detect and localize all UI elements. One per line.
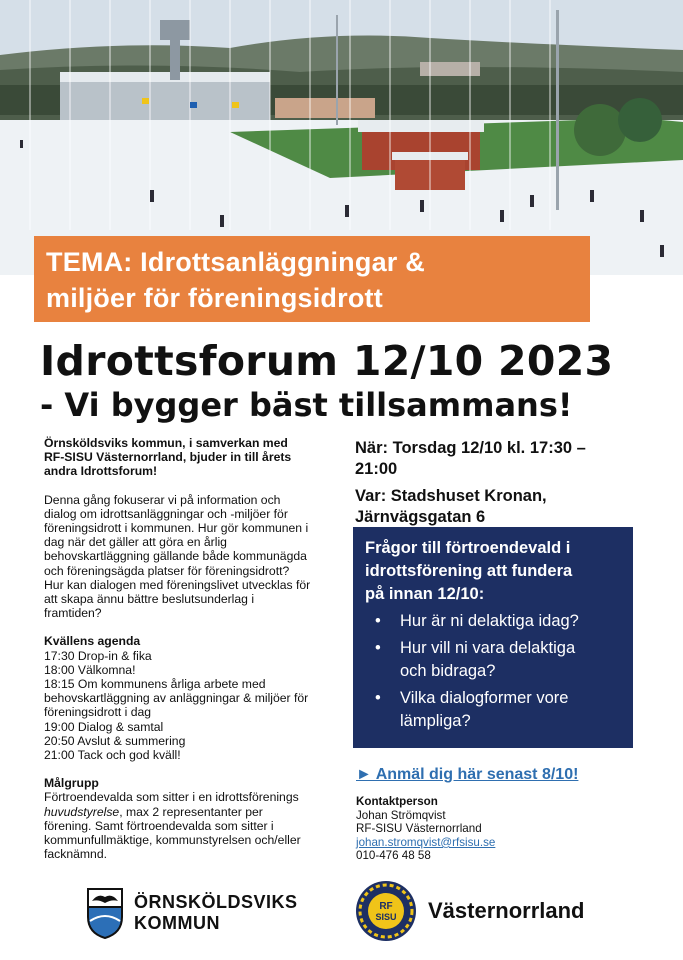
agenda-item: 20:50 Avslut & summering	[44, 733, 186, 748]
questions-heading-line: Frågor till förtroendevald i	[365, 539, 571, 557]
theme-banner	[34, 236, 590, 322]
agenda-item: 19:00 Dialog & samtal	[44, 719, 164, 734]
contact-org: RF-SISU Västernorrland	[356, 822, 482, 836]
event-subtitle: - Vi bygger bäst tillsammans!	[40, 386, 573, 424]
ornskoldsvik-logo	[86, 886, 298, 940]
questions-list	[365, 610, 619, 733]
body-paragraph	[44, 493, 344, 621]
theme-line-2: miljöer för föreningsidrott	[46, 283, 383, 313]
body-line: dialog om idrottsanläggningar och -miljöer för	[44, 506, 288, 521]
intro-paragraph	[44, 436, 344, 479]
question-text: Hur är ni delaktiga idag?	[400, 612, 579, 630]
contact-email-link[interactable]: johan.stromqvist@rfsisu.se	[356, 835, 496, 849]
rf-badge-text-1: RF	[379, 901, 393, 912]
bullet-icon: •	[375, 689, 381, 707]
agenda-item: föreningsidrott i dag	[44, 705, 152, 720]
intro-line: RF-SISU Västernorrland, bjuder in till årets	[44, 450, 292, 465]
ski-stadium-illustration	[0, 0, 683, 275]
contact-phone: 010-476 48 58	[356, 849, 431, 863]
agenda-item: 17:30 Drop-in & fika	[44, 648, 152, 663]
bullet-icon: •	[375, 639, 381, 657]
left-column	[44, 436, 344, 875]
bullet-icon: •	[375, 612, 381, 630]
ornskoldsvik-line-2: KOMMUN	[134, 913, 220, 933]
event-title: Idrottsforum 12/10 2023	[40, 337, 614, 385]
when-line-2: 21:00	[355, 460, 398, 478]
when-line-1: När: Torsdag 12/10 kl. 17:30 –	[355, 439, 586, 457]
body-line: behovskartläggning gällande både kommunägda	[44, 549, 307, 564]
signup-link[interactable]: ► Anmäl dig här senast 8/10!	[356, 766, 579, 783]
body-line: Hur kan dialogen med föreningslivet utvecklas för	[44, 577, 311, 592]
target-line-rest: , max 2 representanter per	[119, 804, 263, 819]
target-group-section	[44, 776, 344, 861]
body-line: dag när det gäller att göra en årlig	[44, 535, 227, 550]
agenda-item: 18:00 Välkomna!	[44, 662, 136, 677]
target-line: Förtroendevalda som sitter i en idrottsförenings	[44, 790, 299, 805]
rf-sisu-wordmark: Västernorrland	[428, 898, 585, 923]
target-line: facknämnd.	[44, 847, 108, 862]
event-where	[355, 486, 625, 528]
agenda-item: 18:15 Om kommunens årliga arbete med	[44, 677, 266, 692]
question-text: och bidraga?	[400, 662, 496, 680]
question-text: Vilka dialogformer vore	[400, 689, 569, 707]
question-item	[365, 610, 619, 633]
agenda-item: 21:00 Tack och god kväll!	[44, 748, 181, 763]
where-line-1: Var: Stadshuset Kronan,	[355, 487, 547, 505]
ornskoldsvik-line-1: ÖRNSKÖLDSVIKS	[134, 892, 298, 912]
agenda-item: behovskartläggning av anläggningar & miljöer för	[44, 691, 309, 706]
body-line: Denna gång fokuserar vi på information och	[44, 492, 281, 507]
target-line	[44, 805, 344, 819]
coat-of-arms-icon	[86, 887, 124, 939]
body-line: framtiden?	[44, 606, 102, 621]
questions-box	[353, 527, 633, 748]
question-text: lämpliga?	[400, 712, 471, 730]
event-when	[355, 438, 625, 480]
target-heading: Målgrupp	[44, 776, 99, 791]
contact-heading: Kontaktperson	[356, 795, 438, 808]
questions-heading-line: på innan 12/10:	[365, 585, 485, 603]
contact-block	[356, 795, 495, 863]
intro-line: andra Idrottsforum!	[44, 464, 158, 479]
rf-badge-text-2: SISU	[375, 912, 397, 922]
questions-heading-line: idrottsförening att fundera	[365, 562, 573, 580]
agenda-section	[44, 634, 344, 762]
target-emphasis: huvudstyrelse	[44, 804, 120, 819]
rf-sisu-logo	[354, 879, 585, 943]
contact-name: Johan Strömqvist	[356, 808, 446, 822]
where-line-2: Järnvägsgatan 6	[355, 508, 486, 526]
agenda-heading: Kvällens agenda	[44, 634, 141, 649]
intro-line: Örnsköldsviks kommun, i samverkan med	[44, 436, 288, 450]
header-photo-ski-stadium	[0, 0, 683, 275]
question-item	[365, 687, 619, 733]
ornskoldsvik-wordmark	[134, 892, 298, 934]
questions-heading	[365, 537, 619, 606]
rf-sisu-badge-icon	[354, 879, 418, 943]
target-line: kommunfullmäktige, kommunstyrelsen och/eller	[44, 833, 301, 848]
body-line: och föreningsägda platser för föreningsidrott?	[44, 563, 290, 578]
question-item	[365, 637, 619, 683]
theme-line-1: TEMA: Idrottsanläggningar &	[46, 247, 425, 277]
body-line: föreningsidrott i kommunen. Hur gör kommunen i	[44, 521, 309, 536]
target-line: förening. Samt förtroendevalda som sitter i	[44, 818, 274, 833]
body-line: att skapa ännu bättre beslutsunderlag i	[44, 592, 255, 607]
question-text: Hur vill ni vara delaktiga	[400, 639, 576, 657]
